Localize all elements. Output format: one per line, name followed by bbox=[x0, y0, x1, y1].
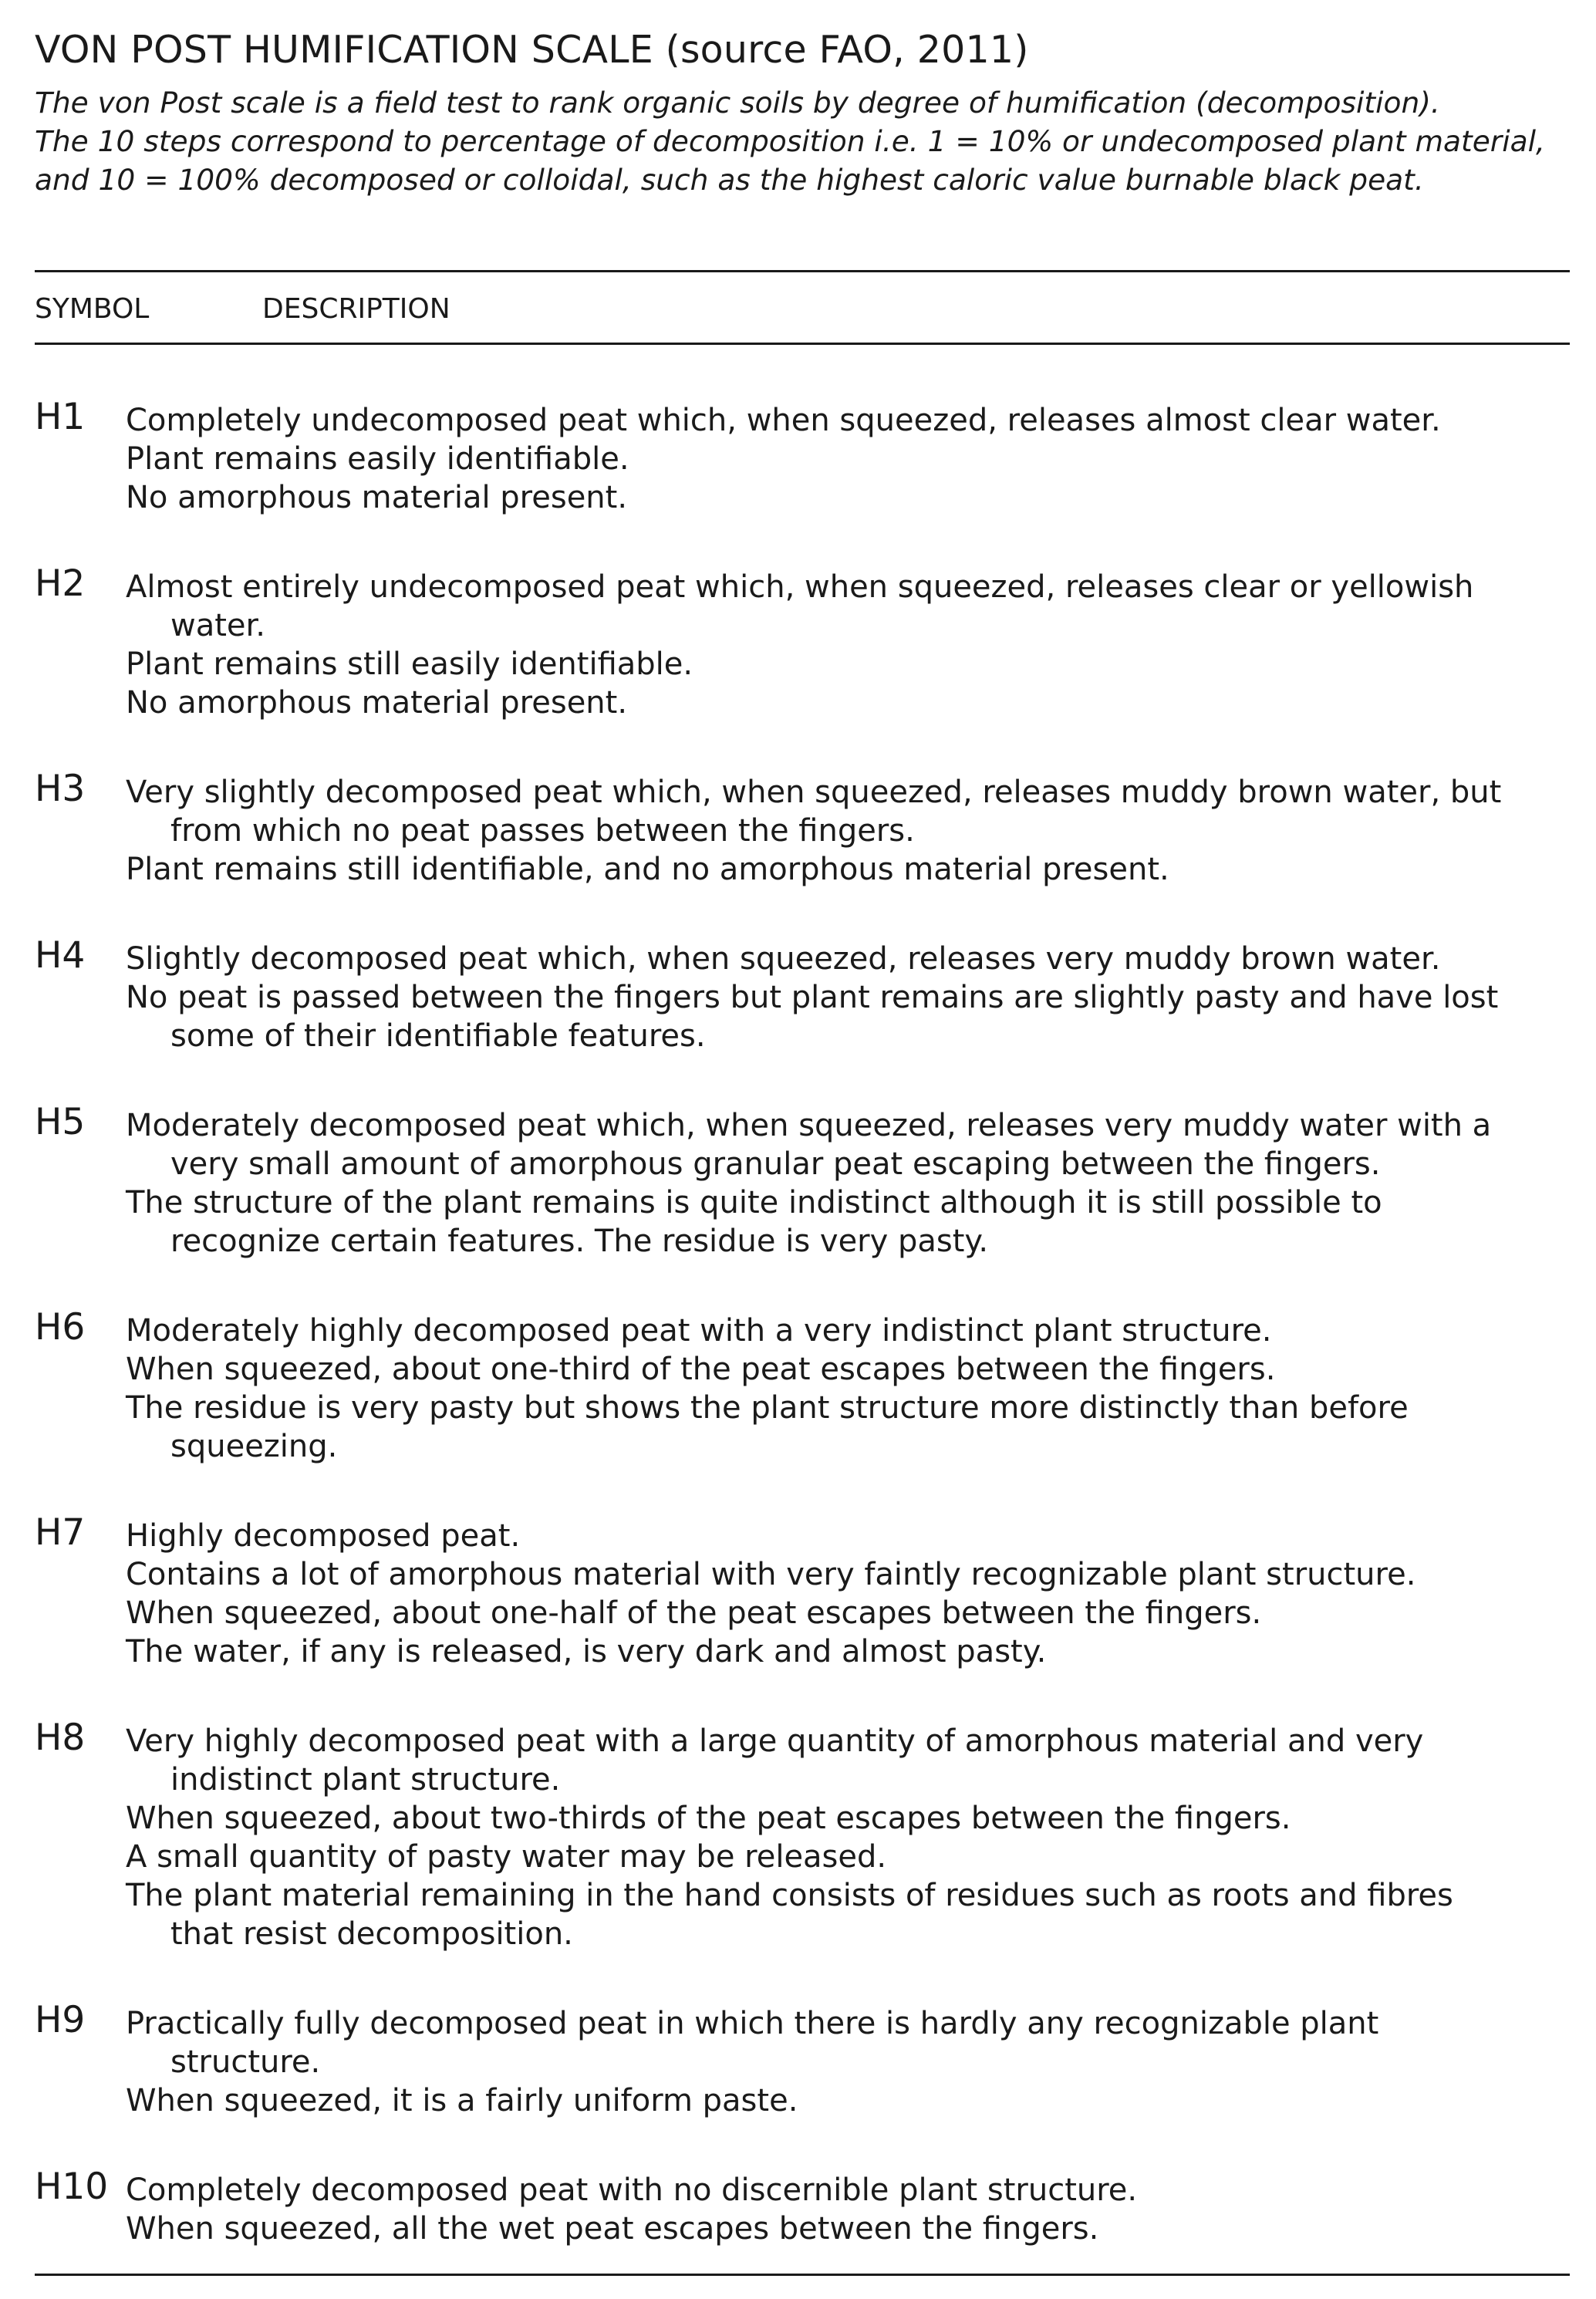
description-line: Practically fully decomposed peat in which there is hardly any recognizable plant bbox=[126, 2006, 1379, 2041]
description-line: The residue is very pasty but shows the plant structure more distinctly than before bbox=[126, 1390, 1409, 1426]
scale-entry bbox=[35, 1999, 1570, 2120]
entry-description bbox=[126, 401, 1570, 517]
entry-description bbox=[126, 1312, 1570, 1466]
scale-entry bbox=[35, 562, 1570, 722]
entry-description bbox=[126, 940, 1570, 1055]
description-line: A small quantity of pasty water may be released. bbox=[126, 1839, 887, 1875]
entry-description bbox=[126, 773, 1570, 889]
description-line: Moderately highly decomposed peat with a very indistinct plant structure. bbox=[126, 1313, 1272, 1349]
description-column-header: DESCRIPTION bbox=[262, 293, 450, 325]
entry-symbol: H4 bbox=[35, 934, 86, 977]
description-line: When squeezed, it is a fairly uniform paste. bbox=[126, 2083, 798, 2118]
description-line: Moderately decomposed peat which, when squeezed, releases very muddy water with a bbox=[126, 1108, 1492, 1143]
entry-description bbox=[126, 1722, 1570, 1953]
entry-symbol: H8 bbox=[35, 1717, 86, 1759]
description-line: Contains a lot of amorphous material with very faintly recognizable plant structure. bbox=[126, 1557, 1416, 1592]
description-line: Highly decomposed peat. bbox=[126, 1518, 521, 1554]
document-title: VON POST HUMIFICATION SCALE (source FAO, 2011) bbox=[35, 28, 1029, 72]
entry-description bbox=[126, 1517, 1570, 1671]
intro-line: The von Post scale is a field test to rank organic soils by degree of humification (decomposition). bbox=[35, 86, 1440, 120]
scale-entry bbox=[35, 2166, 1570, 2248]
description-line: When squeezed, about two-thirds of the peat escapes between the fingers. bbox=[126, 1801, 1291, 1836]
intro-line: The 10 steps correspond to percentage of decomposition i.e. 1 = 10% or undecomposed plant material, bbox=[35, 124, 1545, 158]
scale-entry bbox=[35, 768, 1570, 889]
entry-symbol: H5 bbox=[35, 1101, 86, 1143]
description-line: structure. bbox=[170, 2044, 321, 2080]
description-line: Plant remains still easily identifiable. bbox=[126, 646, 693, 682]
scale-entries bbox=[35, 396, 1570, 2299]
description-line: When squeezed, about one-half of the peat escapes between the fingers. bbox=[126, 1595, 1262, 1631]
description-line: Completely undecomposed peat which, when squeezed, releases almost clear water. bbox=[126, 403, 1441, 438]
entry-symbol: H9 bbox=[35, 1999, 86, 2041]
description-line: water. bbox=[170, 608, 266, 643]
description-line: No amorphous material present. bbox=[126, 685, 628, 721]
entry-symbol: H7 bbox=[35, 1511, 86, 1554]
scale-entry bbox=[35, 1101, 1570, 1261]
description-line: Plant remains still identifiable, and no amorphous material present. bbox=[126, 852, 1169, 887]
description-line: The plant material remaining in the hand consists of residues such as roots and fibres bbox=[126, 1878, 1453, 1913]
intro-paragraph bbox=[35, 83, 1545, 199]
header-top-rule bbox=[35, 270, 1570, 272]
entry-description bbox=[126, 2004, 1570, 2120]
description-line: that resist decomposition. bbox=[170, 1916, 573, 1952]
description-line: some of their identifiable features. bbox=[170, 1018, 706, 1054]
entry-symbol: H1 bbox=[35, 396, 86, 438]
entry-description bbox=[126, 568, 1570, 722]
description-line: Plant remains easily identifiable. bbox=[126, 441, 629, 477]
description-line: very small amount of amorphous granular peat escaping between the fingers. bbox=[170, 1146, 1381, 1182]
description-line: indistinct plant structure. bbox=[170, 1762, 561, 1798]
entry-description bbox=[126, 2171, 1570, 2248]
description-line: No amorphous material present. bbox=[126, 480, 628, 515]
footer-rule bbox=[35, 2274, 1570, 2276]
intro-line: and 10 = 100% decomposed or colloidal, such as the highest caloric value burnable black peat. bbox=[35, 163, 1424, 197]
scale-entry bbox=[35, 396, 1570, 517]
entry-symbol: H10 bbox=[35, 2166, 109, 2208]
description-line: Slightly decomposed peat which, when squeezed, releases very muddy brown water. bbox=[126, 941, 1441, 977]
symbol-column-header: SYMBOL bbox=[35, 293, 150, 325]
description-line: The structure of the plant remains is quite indistinct although it is still possible to bbox=[126, 1185, 1382, 1220]
scale-entry bbox=[35, 934, 1570, 1055]
entry-symbol: H3 bbox=[35, 768, 86, 810]
description-line: Very slightly decomposed peat which, when squeezed, releases muddy brown water, but bbox=[126, 775, 1502, 810]
description-line: from which no peat passes between the fingers. bbox=[170, 813, 915, 849]
header-bottom-rule bbox=[35, 343, 1570, 345]
description-line: squeezing. bbox=[170, 1429, 338, 1464]
scale-entry bbox=[35, 1306, 1570, 1466]
entry-symbol: H6 bbox=[35, 1306, 86, 1349]
description-line: No peat is passed between the fingers but plant remains are slightly pasty and have lost bbox=[126, 980, 1499, 1015]
description-line: Almost entirely undecomposed peat which, when squeezed, releases clear or yellowish bbox=[126, 569, 1474, 605]
description-line: When squeezed, all the wet peat escapes between the fingers. bbox=[126, 2211, 1099, 2247]
description-line: recognize certain features. The residue is very pasty. bbox=[170, 1224, 989, 1259]
scale-entry bbox=[35, 1717, 1570, 1953]
entry-symbol: H2 bbox=[35, 562, 86, 605]
description-line: Completely decomposed peat with no discernible plant structure. bbox=[126, 2172, 1138, 2208]
entry-description bbox=[126, 1106, 1570, 1261]
description-line: When squeezed, about one-third of the peat escapes between the fingers. bbox=[126, 1352, 1276, 1387]
description-line: Very highly decomposed peat with a large quantity of amorphous material and very bbox=[126, 1723, 1424, 1759]
description-line: The water, if any is released, is very dark and almost pasty. bbox=[126, 1634, 1047, 1669]
scale-entry bbox=[35, 1511, 1570, 1671]
